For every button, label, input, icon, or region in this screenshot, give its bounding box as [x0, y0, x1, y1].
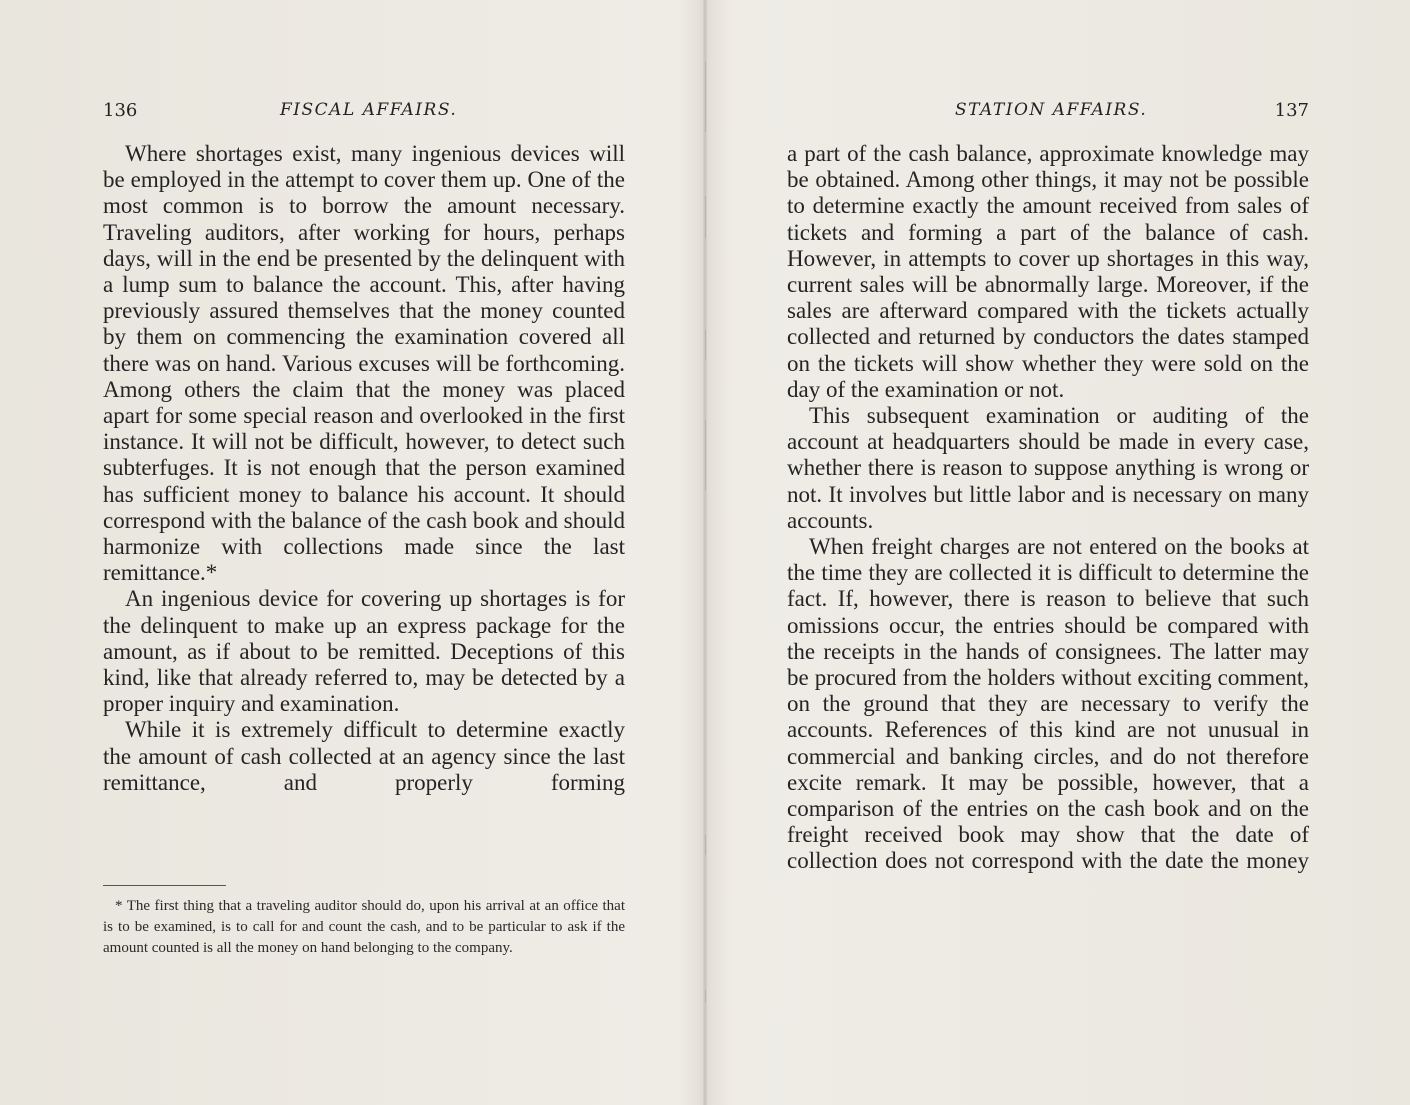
left-page: [103, 0, 625, 1105]
right-page: [787, 0, 1309, 1105]
paragraph: This subsequent examination or auditing of the account at headquarters should be made in every case, whether there is reason to suppose anything is wrong or not. It involves but little labor and is necessary on many accounts.: [787, 403, 1309, 533]
gutter-mark: [705, 196, 706, 238]
gutter-mark: [705, 835, 706, 855]
paragraph: When freight charges are not entered on the books at the time they are collected it is difficult to determine the fact. If, however, there is reason to believe that such omissions occur, the entries should be compared with the receipts in the hands of consignees. The latter may be procured from the holders without exciting comment, on the ground that they are necessary to verify the accounts. References of this kind are not unusual in commercial and banking circles, and do not therefore excite remark. It may be possible, however, that a comparison of the entries on the cash book and on the freight received book may show that the date of collection does not correspond with the date the money: [787, 534, 1309, 874]
left-running-head: FISCAL AFFAIRS.: [280, 100, 458, 120]
left-page-body: [103, 141, 625, 796]
right-page-body: [787, 141, 1309, 875]
gutter-mark: [705, 62, 706, 132]
right-page-header: [787, 100, 1309, 124]
gutter-mark: [705, 420, 706, 490]
left-page-header: [103, 100, 625, 124]
footnote-text: * The first thing that a traveling auditor should do, upon his arrival at an office that is to be examined, is to call for and count the cash, and to be particular to ask if the amount counted is all the money on hand belonging to the company.: [103, 898, 625, 956]
paragraph: a part of the cash balance, approximate knowledge may be obtained. Among other things, it may not be possible to determine exactly the amount received from sales of tickets and forming a part of the balance of cash. However, in attempts to cover up shortages in this way, current sales will be abnormally large. Moreover, if the sales are afterward compared with the tickets actually collected and returned by conductors the dates stamped on the tickets will show whether they were sold on the day of the examination or not.: [787, 141, 1309, 402]
paragraph: Where shortages exist, many ingenious devices will be employed in the attempt to cover them up. One of the most common is to borrow the amount necessary. Traveling auditors, after working for hours, perhaps days, will in the end be presented by the delinquent with a lump sum to balance the account. This, after having previously assured themselves that the money counted by them on commencing the examination covered all there was on hand. Various excuses will be forthcoming. Among others the claim that the money was placed apart for some special reason and overlooked in the first instance. It will not be difficult, however, to detect such subterfuges. It is not enough that the person examined has sufficient money to balance his account. It should correspond with the balance of the cash book and should harmonize with collections made since the last remittance.*: [103, 141, 625, 586]
right-page-number: 137: [1274, 100, 1309, 121]
book-gutter: [703, 0, 707, 1105]
paragraph: While it is extremely difficult to determine exactly the amount of cash collected at an agency since the last remittance, and properly forming: [103, 717, 625, 795]
gutter-mark: [705, 990, 706, 1002]
left-page-number: 136: [103, 100, 138, 121]
paragraph: An ingenious device for covering up shortages is for the delinquent to make up an express package for the amount, as if about to be remitted. Deceptions of this kind, like that already referred to, may be detected by a proper inquiry and examination.: [103, 586, 625, 717]
right-running-head: STATION AFFAIRS.: [955, 100, 1148, 120]
gutter-mark: [705, 330, 706, 360]
footnote: [103, 896, 625, 959]
footnote-rule: [103, 885, 226, 886]
